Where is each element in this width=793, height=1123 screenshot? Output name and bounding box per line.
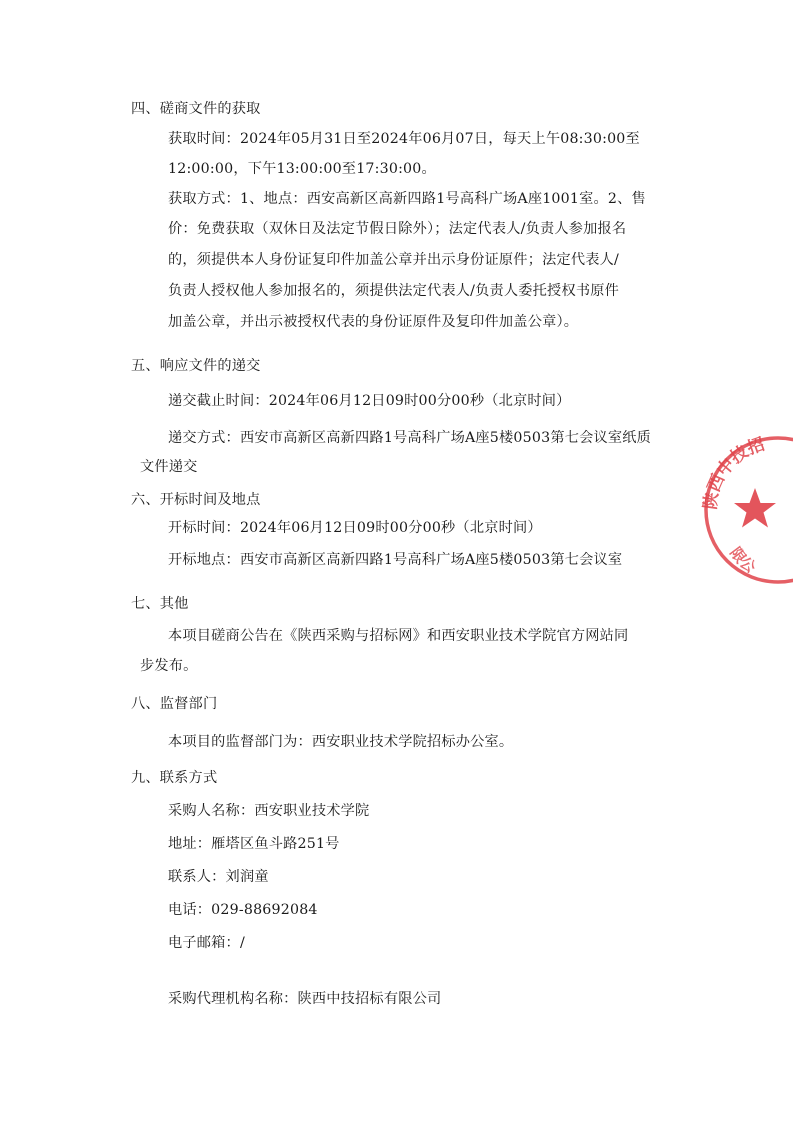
seal-star-icon <box>734 488 776 528</box>
contact-email: 电子邮箱：/ <box>168 935 245 951</box>
purchaser-name: 采购人名称：西安职业技术学院 <box>168 803 370 819</box>
contact-phone: 电话：029-88692084 <box>168 902 318 918</box>
section-4-method-line-1: 获取方式：1、地点：西安高新区高新四路1号高科广场A座1001室。2、售 <box>168 191 646 207</box>
section-4-method-line-4: 负责人授权他人参加报名的，须提供法定代表人/负责人委托授权书原件 <box>168 283 619 299</box>
purchaser-address: 地址：雁塔区鱼斗路251号 <box>168 836 340 852</box>
section-4-time-line-1: 获取时间：2024年05月31日至2024年06月07日，每天上午08:30:00至 <box>168 131 640 147</box>
seal-text-bottom: 限公 <box>726 545 758 577</box>
contact-person: 联系人：刘润童 <box>168 869 269 885</box>
seal-text-top: 陕西中技招 <box>700 434 768 511</box>
section-5-heading: 五、响应文件的递交 <box>131 358 261 374</box>
official-seal <box>700 432 793 592</box>
section-4-method-line-3: 的，须提供本人身份证复印件加盖公章并出示身份证原件；法定代表人/ <box>168 252 619 268</box>
section-5-deadline: 递交截止时间：2024年06月12日09时00分00秒（北京时间） <box>168 393 571 409</box>
section-7-text-line-2: 步发布。 <box>140 658 198 674</box>
section-4-time-line-2: 12:00:00，下午13:00:00至17:30:00。 <box>168 161 436 177</box>
section-8-heading: 八、监督部门 <box>131 696 218 712</box>
section-4-heading: 四、磋商文件的获取 <box>131 101 261 117</box>
section-6-heading: 六、开标时间及地点 <box>131 492 261 508</box>
agency-name: 采购代理机构名称：陕西中技招标有限公司 <box>168 991 442 1007</box>
section-8-text: 本项目的监督部门为：西安职业技术学院招标办公室。 <box>168 734 514 750</box>
section-5-method-line-2: 文件递交 <box>140 459 198 475</box>
section-5-method-line-1: 递交方式：西安市高新区高新四路1号高科广场A座5楼0503第七会议室纸质 <box>168 430 652 446</box>
section-4-method-line-5: 加盖公章，并出示被授权代表的身份证原件及复印件加盖公章）。 <box>168 314 579 330</box>
section-7-text-line-1: 本项目磋商公告在《陕西采购与招标网》和西安职业技术学院官方网站同 <box>168 628 629 644</box>
section-6-time: 开标时间：2024年06月12日09时00分00秒（北京时间） <box>168 520 542 536</box>
section-9-heading: 九、联系方式 <box>131 770 218 786</box>
section-4-method-line-2: 价：免费获取（双休日及法定节假日除外）；法定代表人/负责人参加报名 <box>168 221 627 237</box>
section-6-place: 开标地点：西安市高新区高新四路1号高科广场A座5楼0503第七会议室 <box>168 552 623 568</box>
section-7-heading: 七、其他 <box>131 596 189 612</box>
